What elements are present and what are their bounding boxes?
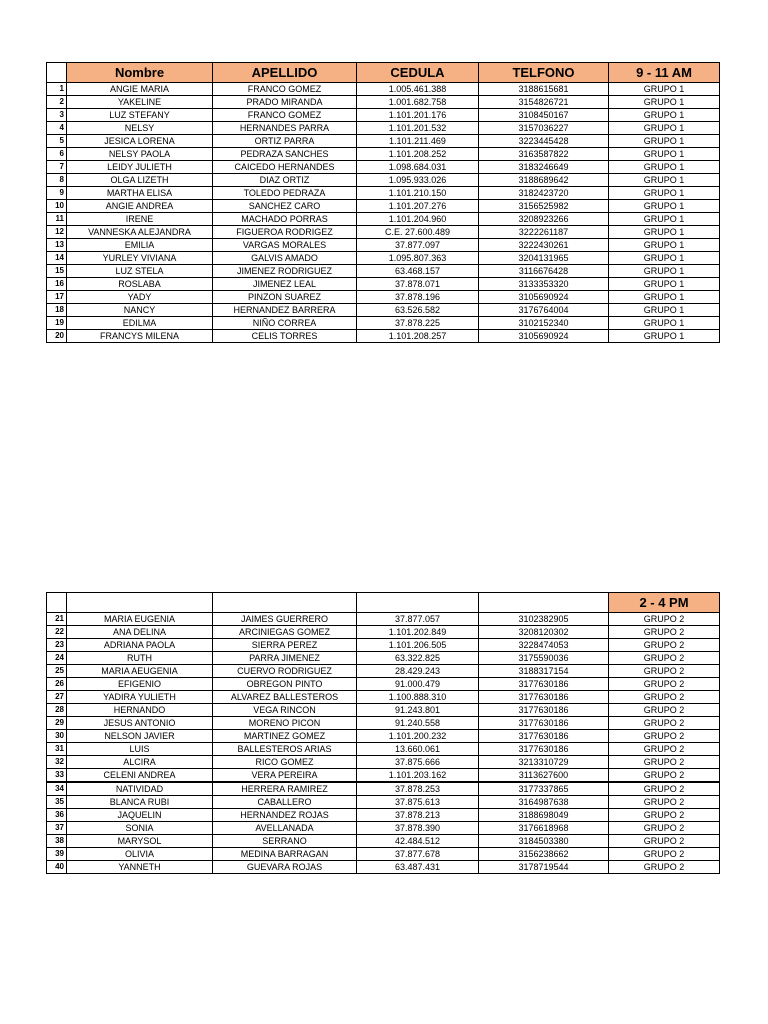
row-index: 29 <box>47 717 67 730</box>
telefono-cell: 3177630186 <box>479 691 609 704</box>
row-index: 33 <box>47 769 67 783</box>
table-row <box>47 122 720 135</box>
nombre-cell: MARIA EUGENIA <box>67 613 213 626</box>
grupo-cell: GRUPO 2 <box>609 796 720 809</box>
table-row <box>47 200 720 213</box>
telefono-cell: 3175590036 <box>479 652 609 665</box>
table-row <box>47 639 720 652</box>
nombre-cell: EDILMA <box>67 317 213 330</box>
grupo-cell: GRUPO 2 <box>609 652 720 665</box>
nombre-cell: YAKELINE <box>67 96 213 109</box>
header-row <box>47 63 720 83</box>
nombre-cell: YADIRA YULIETH <box>67 691 213 704</box>
row-index: 22 <box>47 626 67 639</box>
table-row <box>47 83 720 96</box>
table-row <box>47 96 720 109</box>
cedula-cell: 1.095.933.026 <box>357 174 479 187</box>
cedula-cell: 37.878.390 <box>357 822 479 835</box>
telefono-cell: 3228474053 <box>479 639 609 652</box>
nombre-cell: LUIS <box>67 743 213 756</box>
row-index: 30 <box>47 730 67 743</box>
apellido-cell: NIÑO CORREA <box>213 317 357 330</box>
cedula-cell: 1.101.206.505 <box>357 639 479 652</box>
table-row <box>47 239 720 252</box>
grupo-cell: GRUPO 1 <box>609 291 720 304</box>
group2-table <box>46 592 720 874</box>
nombre-cell: RUTH <box>67 652 213 665</box>
grupo-cell: GRUPO 2 <box>609 769 720 783</box>
grupo-cell: GRUPO 1 <box>609 278 720 291</box>
table-row <box>47 304 720 317</box>
row-index: 36 <box>47 809 67 822</box>
nombre-cell: IRENE <box>67 213 213 226</box>
telefono-cell: 3177630186 <box>479 730 609 743</box>
nombre-cell: ALCIRA <box>67 756 213 769</box>
nombre-cell: LEIDY JULIETH <box>67 161 213 174</box>
apellido-cell: RICO GOMEZ <box>213 756 357 769</box>
row-index: 32 <box>47 756 67 769</box>
cedula-cell: 37.875.613 <box>357 796 479 809</box>
nombre-cell: YURLEY VIVIANA <box>67 252 213 265</box>
grupo-cell: GRUPO 2 <box>609 704 720 717</box>
header-index <box>47 63 67 83</box>
row-index: 1 <box>47 83 67 96</box>
cedula-cell: 1.101.207.276 <box>357 200 479 213</box>
cedula-cell: 1.101.200.232 <box>357 730 479 743</box>
cedula-cell: 63.322.825 <box>357 652 479 665</box>
grupo-cell: GRUPO 1 <box>609 161 720 174</box>
table-row <box>47 730 720 743</box>
row-index: 17 <box>47 291 67 304</box>
nombre-cell: FRANCYS MILENA <box>67 330 213 343</box>
grupo-cell: GRUPO 1 <box>609 226 720 239</box>
apellido-cell: FIGUEROA RODRIGEZ <box>213 226 357 239</box>
cedula-cell: 63.468.157 <box>357 265 479 278</box>
nombre-cell: NELSY PAOLA <box>67 148 213 161</box>
apellido-cell: HERNANDEZ BARRERA <box>213 304 357 317</box>
telefono-cell: 3222261187 <box>479 226 609 239</box>
nombre-cell: LUZ STEFANY <box>67 109 213 122</box>
header-index <box>47 593 67 613</box>
nombre-cell: MARTHA ELISA <box>67 187 213 200</box>
cedula-cell: 1.101.210.150 <box>357 187 479 200</box>
apellido-cell: PARRA JIMENEZ <box>213 652 357 665</box>
cedula-cell: 42.484.512 <box>357 835 479 848</box>
header-row <box>47 593 720 613</box>
cedula-cell: 1.101.201.532 <box>357 122 479 135</box>
cedula-cell: 37.875.666 <box>357 756 479 769</box>
apellido-cell: MACHADO PORRAS <box>213 213 357 226</box>
grupo-cell: GRUPO 1 <box>609 109 720 122</box>
row-index: 27 <box>47 691 67 704</box>
row-index: 34 <box>47 782 67 796</box>
table-row <box>47 626 720 639</box>
row-index: 26 <box>47 678 67 691</box>
row-index: 6 <box>47 148 67 161</box>
apellido-cell: BALLESTEROS ARIAS <box>213 743 357 756</box>
table-row <box>47 769 720 783</box>
telefono-cell: 3102382905 <box>479 613 609 626</box>
apellido-cell: PRADO MIRANDA <box>213 96 357 109</box>
telefono-cell: 3176618968 <box>479 822 609 835</box>
cedula-cell: 37.878.196 <box>357 291 479 304</box>
apellido-cell: MARTINEZ GOMEZ <box>213 730 357 743</box>
table-row <box>47 174 720 187</box>
row-index: 10 <box>47 200 67 213</box>
header-cedula <box>357 593 479 613</box>
cedula-cell: 1.095.807.363 <box>357 252 479 265</box>
nombre-cell: SONIA <box>67 822 213 835</box>
apellido-cell: JAIMES GUERRERO <box>213 613 357 626</box>
apellido-cell: ORTIZ PARRA <box>213 135 357 148</box>
apellido-cell: MORENO PICON <box>213 717 357 730</box>
telefono-cell: 3188689642 <box>479 174 609 187</box>
cedula-cell: 13.660.061 <box>357 743 479 756</box>
telefono-cell: 3102152340 <box>479 317 609 330</box>
apellido-cell: HERRERA RAMIREZ <box>213 782 357 796</box>
grupo-cell: GRUPO 1 <box>609 265 720 278</box>
row-index: 15 <box>47 265 67 278</box>
table-row <box>47 187 720 200</box>
telefono-cell: 3133353320 <box>479 278 609 291</box>
header-telefono: TELFONO <box>479 63 609 83</box>
grupo-cell: GRUPO 2 <box>609 822 720 835</box>
nombre-cell: EMILIA <box>67 239 213 252</box>
nombre-cell: EFIGENIO <box>67 678 213 691</box>
telefono-cell: 3177630186 <box>479 743 609 756</box>
grupo-cell: GRUPO 2 <box>609 665 720 678</box>
grupo-cell: GRUPO 2 <box>609 717 720 730</box>
cedula-cell: C.E. 27.600.489 <box>357 226 479 239</box>
telefono-cell: 3105690924 <box>479 330 609 343</box>
cedula-cell: 1.101.202.849 <box>357 626 479 639</box>
grupo-cell: GRUPO 1 <box>609 122 720 135</box>
table-row <box>47 743 720 756</box>
apellido-cell: CABALLERO <box>213 796 357 809</box>
row-index: 5 <box>47 135 67 148</box>
table-row <box>47 822 720 835</box>
grupo-cell: GRUPO 2 <box>609 678 720 691</box>
row-index: 2 <box>47 96 67 109</box>
apellido-cell: JIMENEZ LEAL <box>213 278 357 291</box>
apellido-cell: TOLEDO PEDRAZA <box>213 187 357 200</box>
grupo-cell: GRUPO 2 <box>609 782 720 796</box>
grupo-cell: GRUPO 2 <box>609 691 720 704</box>
grupo-cell: GRUPO 1 <box>609 96 720 109</box>
table-row <box>47 717 720 730</box>
nombre-cell: ANGIE ANDREA <box>67 200 213 213</box>
cedula-cell: 1.001.682.758 <box>357 96 479 109</box>
table-row <box>47 691 720 704</box>
row-index: 13 <box>47 239 67 252</box>
row-index: 3 <box>47 109 67 122</box>
apellido-cell: PINZON SUAREZ <box>213 291 357 304</box>
grupo-cell: GRUPO 2 <box>609 730 720 743</box>
nombre-cell: ANGIE MARIA <box>67 83 213 96</box>
table-row <box>47 861 720 874</box>
group1-table <box>46 62 720 343</box>
table-row <box>47 652 720 665</box>
grupo-cell: GRUPO 1 <box>609 174 720 187</box>
row-index: 39 <box>47 848 67 861</box>
apellido-cell: VARGAS MORALES <box>213 239 357 252</box>
nombre-cell: ADRIANA PAOLA <box>67 639 213 652</box>
table-row <box>47 135 720 148</box>
grupo-cell: GRUPO 1 <box>609 148 720 161</box>
table-row <box>47 109 720 122</box>
apellido-cell: DIAZ ORTIZ <box>213 174 357 187</box>
cedula-cell: 91.243.801 <box>357 704 479 717</box>
header-telefono <box>479 593 609 613</box>
apellido-cell: CUERVO RODRIGUEZ <box>213 665 357 678</box>
table-row <box>47 756 720 769</box>
telefono-cell: 3164987638 <box>479 796 609 809</box>
apellido-cell: FRANCO GOMEZ <box>213 83 357 96</box>
cedula-cell: 63.526.582 <box>357 304 479 317</box>
apellido-cell: GALVIS AMADO <box>213 252 357 265</box>
header-schedule: 9 - 11 AM <box>609 63 720 83</box>
telefono-cell: 3157036227 <box>479 122 609 135</box>
grupo-cell: GRUPO 1 <box>609 135 720 148</box>
cedula-cell: 91.000.479 <box>357 678 479 691</box>
telefono-cell: 3177337865 <box>479 782 609 796</box>
apellido-cell: SIERRA PEREZ <box>213 639 357 652</box>
apellido-cell: PEDRAZA SANCHES <box>213 148 357 161</box>
apellido-cell: ARCINIEGAS GOMEZ <box>213 626 357 639</box>
nombre-cell: MARYSOL <box>67 835 213 848</box>
nombre-cell: NANCY <box>67 304 213 317</box>
header-nombre: Nombre <box>67 63 213 83</box>
apellido-cell: SANCHEZ CARO <box>213 200 357 213</box>
table-row <box>47 809 720 822</box>
grupo-cell: GRUPO 2 <box>609 613 720 626</box>
apellido-cell: MEDINA BARRAGAN <box>213 848 357 861</box>
apellido-cell: VEGA RINCON <box>213 704 357 717</box>
telefono-cell: 3208120302 <box>479 626 609 639</box>
header-apellido <box>213 593 357 613</box>
grupo-cell: GRUPO 1 <box>609 330 720 343</box>
cedula-cell: 28.429.243 <box>357 665 479 678</box>
apellido-cell: CAICEDO HERNANDES <box>213 161 357 174</box>
apellido-cell: GUEVARA ROJAS <box>213 861 357 874</box>
table-row <box>47 330 720 343</box>
telefono-cell: 3183246649 <box>479 161 609 174</box>
table-row <box>47 665 720 678</box>
row-index: 28 <box>47 704 67 717</box>
nombre-cell: NATIVIDAD <box>67 782 213 796</box>
row-index: 23 <box>47 639 67 652</box>
table-row <box>47 704 720 717</box>
apellido-cell: SERRANO <box>213 835 357 848</box>
telefono-cell: 3163587822 <box>479 148 609 161</box>
row-index: 9 <box>47 187 67 200</box>
nombre-cell: OLGA LIZETH <box>67 174 213 187</box>
cedula-cell: 37.877.057 <box>357 613 479 626</box>
table-row <box>47 213 720 226</box>
telefono-cell: 3208923266 <box>479 213 609 226</box>
row-index: 31 <box>47 743 67 756</box>
row-index: 12 <box>47 226 67 239</box>
apellido-cell: HERNANDES PARRA <box>213 122 357 135</box>
telefono-cell: 3188698049 <box>479 809 609 822</box>
grupo-cell: GRUPO 2 <box>609 835 720 848</box>
nombre-cell: ROSLABA <box>67 278 213 291</box>
nombre-cell: JESUS ANTONIO <box>67 717 213 730</box>
grupo-cell: GRUPO 2 <box>609 848 720 861</box>
telefono-cell: 3182423720 <box>479 187 609 200</box>
apellido-cell: FRANCO GOMEZ <box>213 109 357 122</box>
grupo-cell: GRUPO 1 <box>609 304 720 317</box>
apellido-cell: AVELLANADA <box>213 822 357 835</box>
row-index: 18 <box>47 304 67 317</box>
header-cedula: CEDULA <box>357 63 479 83</box>
table-row <box>47 265 720 278</box>
grupo-cell: GRUPO 2 <box>609 743 720 756</box>
apellido-cell: CELIS TORRES <box>213 330 357 343</box>
telefono-cell: 3184503380 <box>479 835 609 848</box>
cedula-cell: 1.101.203.162 <box>357 769 479 783</box>
row-index: 7 <box>47 161 67 174</box>
row-index: 20 <box>47 330 67 343</box>
cedula-cell: 1.100.888.310 <box>357 691 479 704</box>
table-row <box>47 278 720 291</box>
cedula-cell: 37.877.678 <box>357 848 479 861</box>
table-row <box>47 835 720 848</box>
nombre-cell: LUZ STELA <box>67 265 213 278</box>
row-index: 37 <box>47 822 67 835</box>
cedula-cell: 1.101.211.469 <box>357 135 479 148</box>
table-row <box>47 317 720 330</box>
nombre-cell: ANA DELINA <box>67 626 213 639</box>
telefono-cell: 3188317154 <box>479 665 609 678</box>
nombre-cell: JESICA LORENA <box>67 135 213 148</box>
grupo-cell: GRUPO 1 <box>609 252 720 265</box>
table-row <box>47 848 720 861</box>
telefono-cell: 3178719544 <box>479 861 609 874</box>
grupo-cell: GRUPO 1 <box>609 83 720 96</box>
row-index: 11 <box>47 213 67 226</box>
nombre-cell: HERNANDO <box>67 704 213 717</box>
nombre-cell: NELSY <box>67 122 213 135</box>
cedula-cell: 1.101.201.176 <box>357 109 479 122</box>
telefono-cell: 3154826721 <box>479 96 609 109</box>
cedula-cell: 1.098.684.031 <box>357 161 479 174</box>
row-index: 14 <box>47 252 67 265</box>
row-index: 4 <box>47 122 67 135</box>
telefono-cell: 3177630186 <box>479 678 609 691</box>
cedula-cell: 37.878.225 <box>357 317 479 330</box>
row-index: 24 <box>47 652 67 665</box>
telefono-cell: 3177630186 <box>479 717 609 730</box>
nombre-cell: YADY <box>67 291 213 304</box>
header-schedule: 2 - 4 PM <box>609 593 720 613</box>
grupo-cell: GRUPO 1 <box>609 239 720 252</box>
nombre-cell: BLANCA RUBI <box>67 796 213 809</box>
row-index: 21 <box>47 613 67 626</box>
table-row <box>47 252 720 265</box>
telefono-cell: 3116676428 <box>479 265 609 278</box>
nombre-cell: JAQUELIN <box>67 809 213 822</box>
grupo-cell: GRUPO 1 <box>609 213 720 226</box>
row-index: 16 <box>47 278 67 291</box>
nombre-cell: MARIA AEUGENIA <box>67 665 213 678</box>
table-row <box>47 613 720 626</box>
telefono-cell: 3204131965 <box>479 252 609 265</box>
telefono-cell: 3223445428 <box>479 135 609 148</box>
table-row <box>47 796 720 809</box>
grupo-cell: GRUPO 2 <box>609 861 720 874</box>
telefono-cell: 3176764004 <box>479 304 609 317</box>
row-index: 8 <box>47 174 67 187</box>
header-nombre <box>67 593 213 613</box>
cedula-cell: 1.101.208.252 <box>357 148 479 161</box>
apellido-cell: JIMENEZ RODRIGUEZ <box>213 265 357 278</box>
table-row <box>47 148 720 161</box>
apellido-cell: OBREGON PINTO <box>213 678 357 691</box>
telefono-cell: 3188615681 <box>479 83 609 96</box>
apellido-cell: VERA PEREIRA <box>213 769 357 783</box>
apellido-cell: ALVAREZ BALLESTEROS <box>213 691 357 704</box>
table-row <box>47 291 720 304</box>
telefono-cell: 3222430261 <box>479 239 609 252</box>
telefono-cell: 3213310729 <box>479 756 609 769</box>
table-row <box>47 782 720 796</box>
telefono-cell: 3113627600 <box>479 769 609 783</box>
grupo-cell: GRUPO 1 <box>609 200 720 213</box>
telefono-cell: 3156525982 <box>479 200 609 213</box>
telefono-cell: 3108450167 <box>479 109 609 122</box>
header-apellido: APELLIDO <box>213 63 357 83</box>
telefono-cell: 3177630186 <box>479 704 609 717</box>
cedula-cell: 37.877.097 <box>357 239 479 252</box>
nombre-cell: NELSON JAVIER <box>67 730 213 743</box>
cedula-cell: 37.878.253 <box>357 782 479 796</box>
grupo-cell: GRUPO 2 <box>609 626 720 639</box>
table-row <box>47 226 720 239</box>
nombre-cell: VANNESKA ALEJANDRA <box>67 226 213 239</box>
grupo-cell: GRUPO 1 <box>609 317 720 330</box>
apellido-cell: HERNANDEZ ROJAS <box>213 809 357 822</box>
grupo-cell: GRUPO 2 <box>609 809 720 822</box>
telefono-cell: 3105690924 <box>479 291 609 304</box>
table-row <box>47 678 720 691</box>
table-row <box>47 161 720 174</box>
grupo-cell: GRUPO 1 <box>609 187 720 200</box>
cedula-cell: 91.240.558 <box>357 717 479 730</box>
cedula-cell: 37.878.213 <box>357 809 479 822</box>
cedula-cell: 37.878.071 <box>357 278 479 291</box>
grupo-cell: GRUPO 2 <box>609 639 720 652</box>
grupo-cell: GRUPO 2 <box>609 756 720 769</box>
row-index: 25 <box>47 665 67 678</box>
nombre-cell: YANNETH <box>67 861 213 874</box>
cedula-cell: 1.101.208.257 <box>357 330 479 343</box>
row-index: 19 <box>47 317 67 330</box>
nombre-cell: OLIVIA <box>67 848 213 861</box>
cedula-cell: 1.005.461.388 <box>357 83 479 96</box>
row-index: 38 <box>47 835 67 848</box>
row-index: 35 <box>47 796 67 809</box>
cedula-cell: 63.487.431 <box>357 861 479 874</box>
row-index: 40 <box>47 861 67 874</box>
cedula-cell: 1.101.204.960 <box>357 213 479 226</box>
telefono-cell: 3156238662 <box>479 848 609 861</box>
nombre-cell: CELENI ANDREA <box>67 769 213 783</box>
